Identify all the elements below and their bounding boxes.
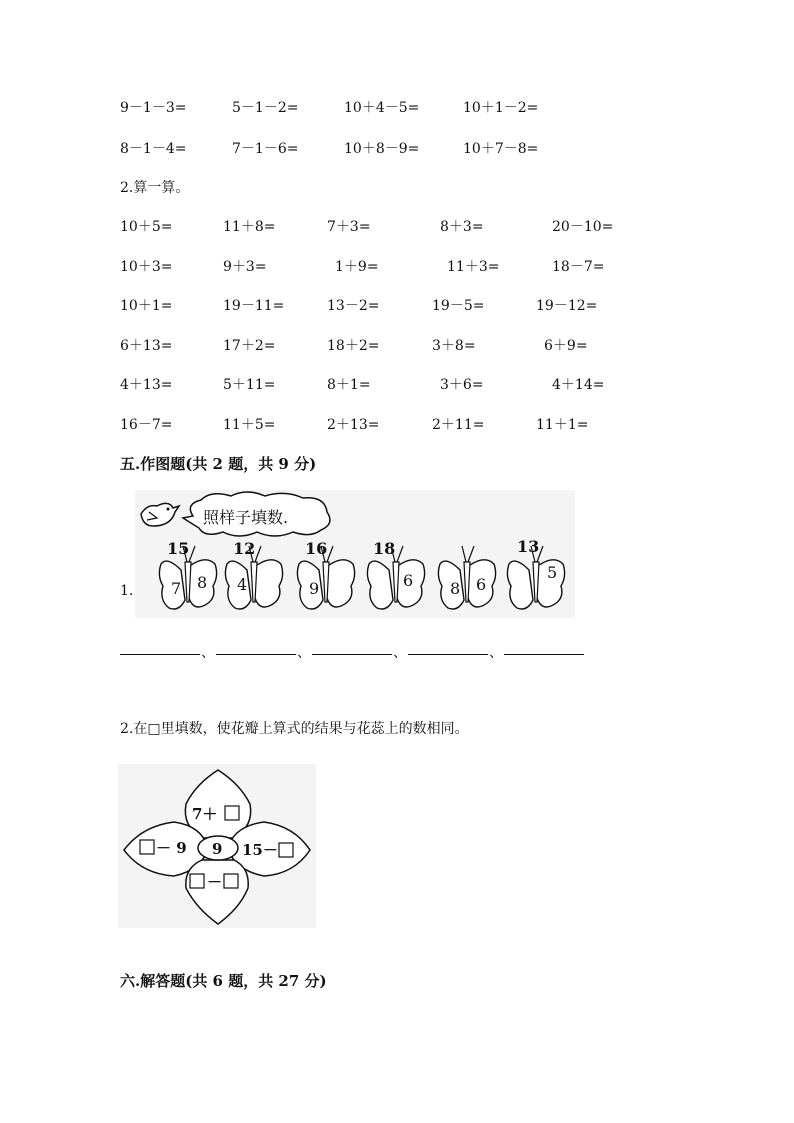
equation: 16－7= [120, 417, 173, 433]
separator: 、 [297, 645, 311, 661]
section-title: 六.解答题(共 6 题，共 27 分) [120, 972, 327, 990]
equation: 2＋11= [432, 417, 485, 433]
equation: 9＋3= [223, 259, 267, 275]
right-petal-equation: 15－ [242, 841, 278, 859]
bird-icon [141, 503, 179, 526]
equation: 1＋9= [335, 259, 379, 275]
equation: 10＋1－2= [463, 100, 539, 116]
answer-blank[interactable] [216, 654, 296, 655]
equation: 10＋3= [120, 259, 173, 275]
butterfly-figure [135, 490, 575, 618]
equation: 8＋1= [327, 377, 371, 393]
question-number: 1. [120, 583, 134, 599]
left-petal-equation: － 9 [156, 839, 187, 857]
butterfly-top-number: 16 [305, 539, 328, 558]
equation: 20－10= [552, 219, 614, 235]
answer-blank[interactable] [120, 654, 200, 655]
bubble-text: 照样子填数. [203, 508, 289, 527]
answer-blank[interactable] [312, 654, 392, 655]
equation: 17＋2= [223, 338, 276, 354]
butterfly-6 [507, 537, 564, 609]
top-petal [185, 770, 250, 838]
butterfly-5 [438, 546, 495, 609]
butterfly-left-number: 7 [171, 579, 182, 598]
butterfly-right-number: 6 [476, 575, 487, 594]
equation: 19－11= [223, 298, 285, 314]
equation: 19－5= [432, 298, 485, 314]
butterfly-top-number: 12 [233, 539, 256, 558]
answer-box[interactable] [224, 874, 238, 888]
equation: 11＋8= [223, 219, 276, 235]
separator: 、 [393, 645, 407, 661]
equation: 6＋13= [120, 338, 173, 354]
butterfly-right-number: 6 [403, 571, 414, 590]
equation: 5＋11= [223, 377, 276, 393]
bottom-petal-equation: － [207, 873, 223, 891]
separator: 、 [489, 645, 503, 661]
equation: 11＋3= [447, 259, 500, 275]
butterfly-left-number: 8 [450, 579, 461, 598]
equation: 10＋7－8= [463, 141, 539, 157]
equation: 8＋3= [440, 219, 484, 235]
equation: 18＋2= [327, 338, 380, 354]
equation: 6＋9= [544, 338, 588, 354]
center-number: 9 [212, 840, 223, 858]
answer-blank[interactable] [408, 654, 488, 655]
question-text: 2.在□里填数，使花瓣上算式的结果与花蕊上的数相同。 [120, 721, 469, 737]
equation: 10＋1= [120, 298, 173, 314]
equation: 18－7= [552, 259, 605, 275]
butterfly-4 [367, 539, 424, 609]
equation: 13－2= [327, 298, 380, 314]
butterfly-top-number: 15 [167, 539, 190, 558]
equation: 4＋13= [120, 377, 173, 393]
butterfly-top-number: 18 [373, 539, 396, 558]
butterfly-right-number: 8 [197, 573, 208, 592]
butterfly-1 [159, 539, 216, 609]
section-title: 五.作图题(共 2 题，共 9 分) [120, 455, 317, 473]
equation: 9－1－3= [120, 100, 187, 116]
flower-figure-svg [118, 764, 316, 928]
butterfly-3 [297, 539, 354, 609]
butterfly-2 [225, 539, 282, 609]
equation: 5－1－2= [232, 100, 299, 116]
answer-box[interactable] [140, 840, 154, 854]
butterfly-top-number: 13 [517, 537, 540, 556]
equation: 3＋8= [432, 338, 476, 354]
equation: 7－1－6= [232, 141, 299, 157]
answer-box[interactable] [279, 843, 293, 857]
equation: 11＋1= [536, 417, 589, 433]
flower-figure [118, 764, 316, 928]
answer-blank[interactable] [504, 654, 584, 655]
equation: 11＋5= [223, 417, 276, 433]
equation: 2＋13= [327, 417, 380, 433]
equation: 19－12= [536, 298, 598, 314]
equation: 10＋5= [120, 219, 173, 235]
butterfly-right-number: 5 [547, 563, 558, 582]
equation: 7＋3= [327, 219, 371, 235]
answer-box[interactable] [190, 874, 204, 888]
equation: 4＋14= [552, 377, 605, 393]
equation: 3＋6= [440, 377, 484, 393]
butterfly-left-number: 9 [309, 579, 320, 598]
butterfly-figure-svg [135, 490, 575, 618]
equation: 8－1－4= [120, 141, 187, 157]
equation: 10＋8－9= [344, 141, 420, 157]
equation: 10＋4－5= [344, 100, 420, 116]
answer-box[interactable] [225, 806, 239, 820]
butterfly-left-number: 4 [237, 575, 248, 594]
top-petal-equation: 7＋ [192, 805, 218, 823]
question-title: 2.算一算。 [120, 180, 190, 196]
speech-bubble [183, 492, 330, 536]
bottom-petal [186, 860, 248, 924]
separator: 、 [201, 645, 215, 661]
